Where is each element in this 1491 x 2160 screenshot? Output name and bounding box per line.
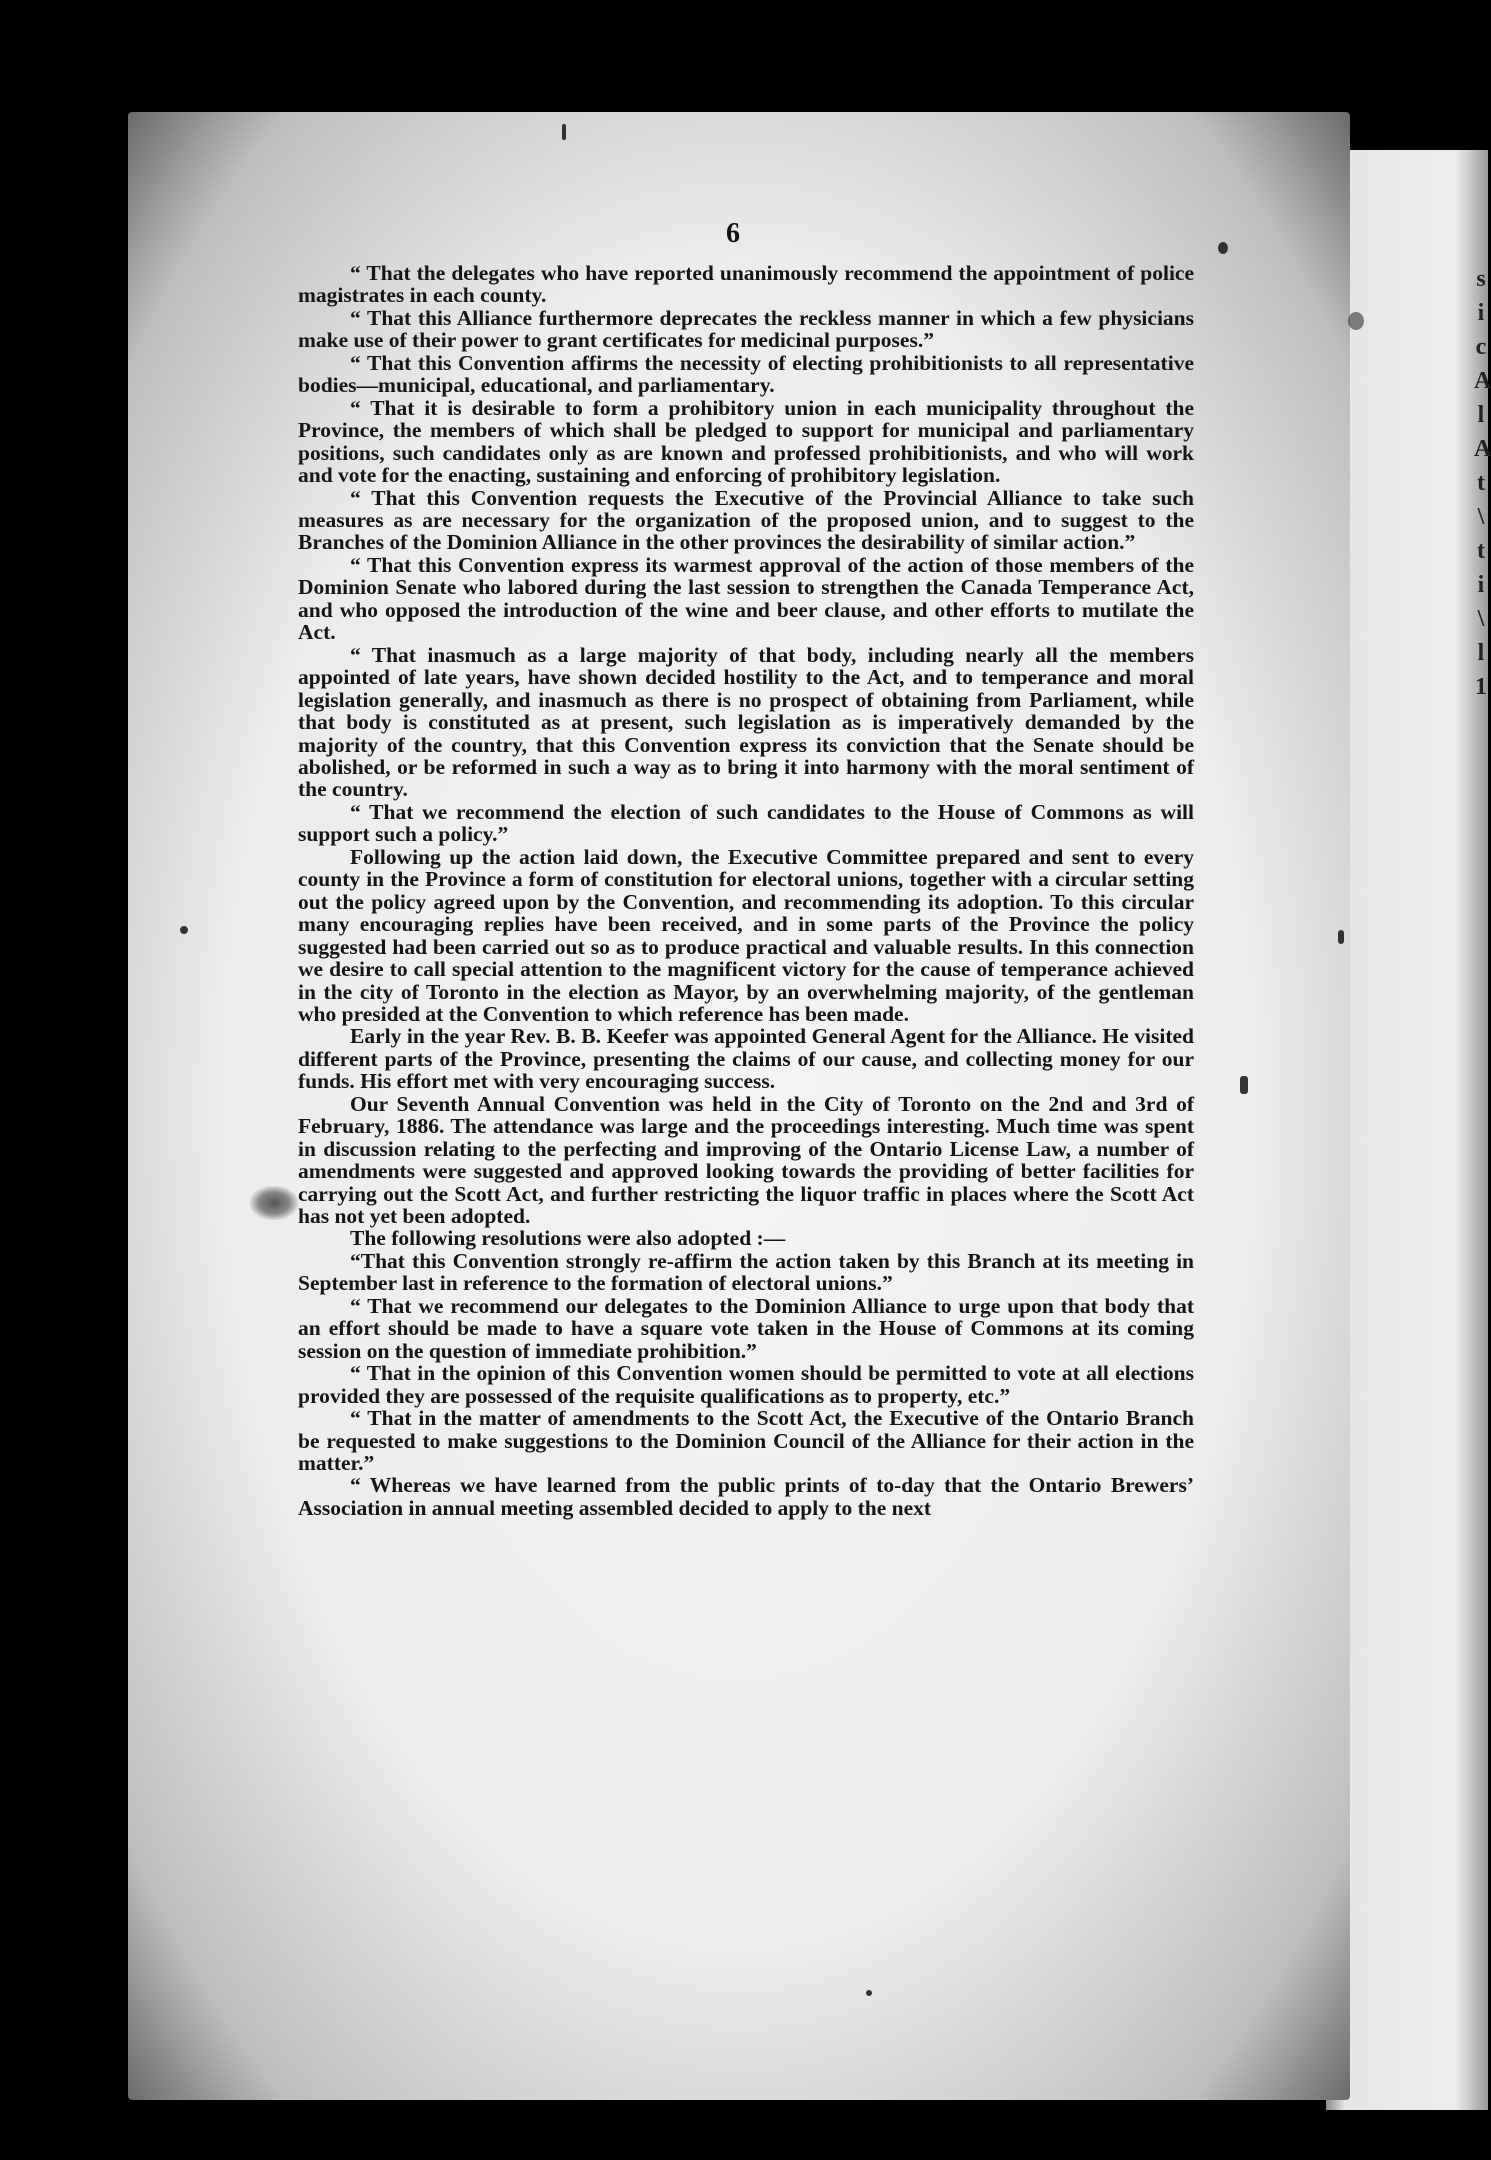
paragraph: “That this Convention strongly re-affirm the action taken by this Branch at its meeting in September last in reference to the formation of electoral unions.” (298, 1248, 1194, 1296)
ink-speck (1240, 1076, 1248, 1094)
facing-glyph: t (1477, 538, 1485, 564)
paragraph: “ That inasmuch as a large majority of that body, including nearly all the members appointed of late years, have shown decided hostility to the Act, and to temperance and moral legislation generally, and inasmuch as there is no prospect of obtaining from Parliament, while that body is constituted as at present, such legislation as is imperatively demanded by the majority of the country, that this Convention express its conviction that the Senate should be abolished, or be reformed in such a way as to bring it into harmony with the moral sentiment of the country. (298, 642, 1194, 802)
ink-speck (180, 926, 188, 934)
paragraph: Early in the year Rev. B. B. Keefer was appointed General Agent for the Alliance. He visited different parts of the Province, presenting the claims of our cause, and collecting money for our funds. His effort met with very encouraging success. (298, 1024, 1194, 1094)
facing-glyph: A (1474, 368, 1491, 394)
paragraph: “ That in the opinion of this Convention women should be permitted to vote at all elections provided they are possessed of the requisite qualifications as to property, etc.” (298, 1361, 1194, 1408)
paragraph: “ That this Convention requests the Executive of the Provincial Alliance to take such measures as are necessary for the organization of the proposed union, and to suggest to the Branches of the Dominion Alliance in the other provinces the desirability of similar action.” (298, 485, 1194, 555)
facing-glyph: l (1477, 640, 1485, 666)
paragraph: Following up the action laid down, the Executive Committee prepared and sent to every county in the Province a form of constitution for electoral unions, together with a circular setting out the policy agreed upon by the Convention, and recommending its adoption. To this circular many encouraging replies have been received, and in some parts of the Province the policy suggested had been carried out so as to produce practical and valuable results. In this connection we desire to call special attention to the magnificent victory for the cause of temperance achieved in the city of Toronto in the election as Mayor, by an overwhelming majority, of the gentleman who presided at the Convention to which reference has been made. (298, 844, 1194, 1026)
paragraph: “ That we recommend the election of such candidates to the House of Commons as will support such a policy.” (298, 799, 1194, 847)
facing-glyph: t (1477, 470, 1485, 496)
facing-glyph: l (1477, 402, 1485, 428)
ink-speck (866, 1990, 872, 1996)
paragraph: “ That we recommend our delegates to the Dominion Alliance to urge upon that body that an effort should be made to have a square vote taken in the House of Commons at its coming session on the question of immediate prohibition.” (298, 1293, 1194, 1363)
ink-smudge (250, 1186, 298, 1220)
facing-glyph: s (1476, 266, 1486, 292)
paragraph: “ That the delegates who have reported unanimously recommend the appointment of police magistrates in each county. (298, 261, 1194, 308)
facing-page-text-fragments (1474, 262, 1491, 704)
paragraph: Our Seventh Annual Convention was held in the City of Toronto on the 2nd and 3rd of February, 1886. The attendance was large and the proceedings interesting. Much time was spent in discussion relating to the perfecting and improving of the Ontario License Law, a number of amendments were suggested and approved looking towards the providing of better facilities for carrying out the Scott Act, and further restricting the liquor traffic in places where the Scott Act has not yet been adopted. (298, 1091, 1194, 1229)
facing-glyph: \ (1477, 606, 1485, 632)
page-number: 6 (726, 218, 740, 249)
ink-speck (1218, 242, 1228, 254)
facing-glyph: A (1474, 436, 1491, 462)
paragraph: “ Whereas we have learned from the public prints of to-day that the Ontario Brewers’ Association in annual meeting assembled decided to apply to the next (298, 1473, 1194, 1520)
facing-page-edge (1326, 150, 1491, 2110)
paragraph: “ That it is desirable to form a prohibitory union in each municipality throughout the Province, the members of which shall be pledged to support for municipal and parliamentary positions, such candidates only as are known and professed prohibitionists, and who will work and vote for the enacting, sustaining and enforcing of prohibitory legislation. (298, 395, 1194, 488)
paragraph: “ That this Alliance furthermore deprecates the reckless manner in which a few physicians make use of their power to grant certificates for medicinal purposes.” (298, 305, 1194, 353)
paragraph: “ That in the matter of amendments to the Scott Act, the Executive of the Ontario Branch be requested to make suggestions to the Dominion Council of the Alliance for their action in the matter.” (298, 1406, 1194, 1476)
body-text (298, 262, 1194, 1519)
facing-glyph: i (1477, 572, 1485, 598)
ink-speck (1338, 930, 1344, 944)
facing-glyph: 1 (1475, 674, 1487, 700)
paragraph: “ That this Convention affirms the necessity of electing prohibitionists to all representative bodies—municipal, educational, and parliamentary. (298, 350, 1194, 398)
facing-glyph: \ (1477, 504, 1485, 530)
facing-glyph: c (1475, 334, 1487, 360)
ink-speck (1348, 312, 1364, 330)
facing-glyph: i (1477, 300, 1485, 326)
paragraph: “ That this Convention express its warmest approval of the action of those members of the Dominion Senate who labored during the last session to strengthen the Canada Temperance Act, and who opposed the introduction of the wine and beer clause, and other efforts to mutilate the Act. (298, 552, 1194, 645)
ink-speck (562, 124, 566, 140)
paragraph: The following resolutions were also adopted :— (350, 1226, 786, 1251)
